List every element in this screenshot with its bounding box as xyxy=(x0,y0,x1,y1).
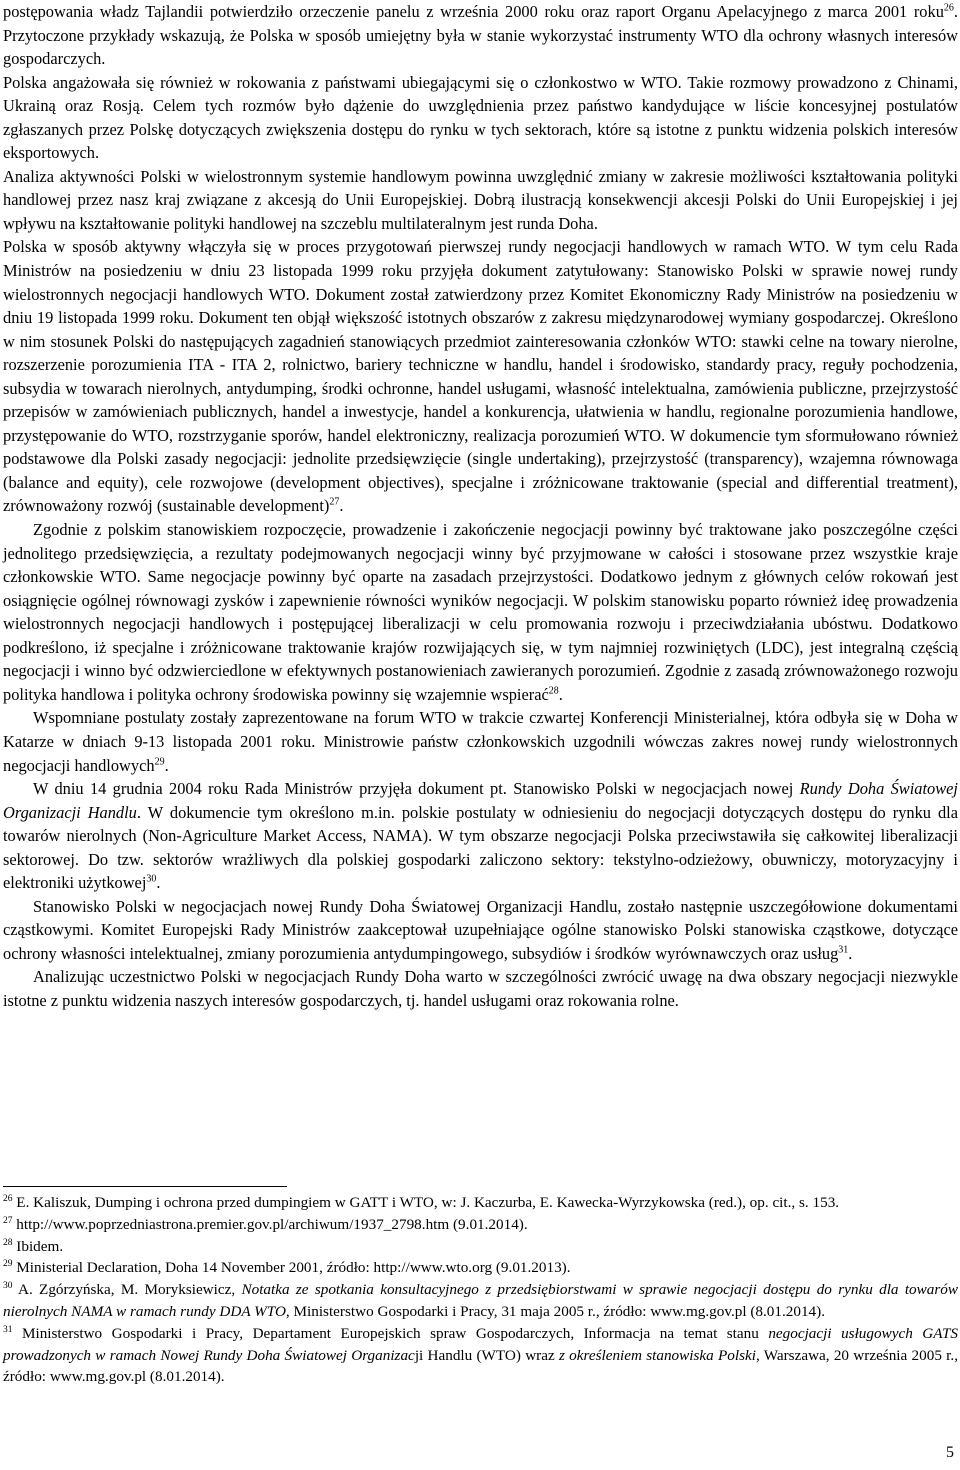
footnote-italic-title: Notatka ze spotkania konsultacyjnego z przedsiębiorstwami w sprawie negocjacji dostępu do rynku dla towarów nierolnych NAMA w ramach rundy DDA WTO xyxy=(3,1281,958,1320)
footnote-27 xyxy=(3,1214,958,1236)
body-text xyxy=(3,0,958,1013)
footnote-number: 29 xyxy=(3,1259,13,1270)
footnote-text-end: , Warszawa, 20 września 2005 r., źródło: www.mg.gov.pl (8.01.2014). xyxy=(3,1346,958,1386)
paragraph-5-text-cont: . xyxy=(558,684,563,704)
footnote-number: 28 xyxy=(3,1237,13,1248)
footnote-29 xyxy=(3,1257,958,1279)
footnote-ref-26[interactable]: 26 xyxy=(943,2,954,14)
paragraph-7-italic-title: Rundy Doha Światowej Organizacji Handlu xyxy=(3,779,958,822)
footnote-ref-31[interactable]: 31 xyxy=(838,944,849,956)
footnote-30 xyxy=(3,1279,958,1323)
paragraph-1-text-cont: . Przytoczone przykłady wskazują, że Polska w sposób umiejętny była w stanie wykorzystać instrumenty WTO dla ochrony własnych interesów gospodarczych. xyxy=(3,2,958,69)
paragraph-1-text: postępowania władz Tajlandii potwierdziło orzeczenie panelu z września 2000 roku oraz raport Organu Apelacyjnego z marca 2001 roku xyxy=(3,2,944,21)
footnote-number: 26 xyxy=(3,1193,13,1204)
footnote-28 xyxy=(3,1236,958,1258)
paragraph-4 xyxy=(3,235,958,518)
footnote-italic-title: negocjacji usługowych GATS prowadzonych w ramach Nowej Rundy Doha Światowej Organizac xyxy=(3,1324,958,1364)
footnote-text: E. Kaliszuk, Dumping i ochrona przed dumpingiem w GATT i WTO, w: J. Kaczurba, E. Kawecka-Wyrzykowska (red.), op. cit., s. 153. xyxy=(12,1194,840,1211)
paragraph-7-text: W dniu 14 grudnia 2004 roku Rada Ministrów przyjęła dokument pt. Stanowisko Polski w negocjacjach nowej xyxy=(33,779,800,799)
footnote-31 xyxy=(3,1323,958,1388)
paragraph-1 xyxy=(3,0,958,71)
paragraph-6-text: Wspomniane postulaty zostały zaprezentowane na forum WTO w trakcie czwartej Konferencji Ministerialnej, która odbyła się w Doha w Katarze w dniach 9-13 listopada 2001 roku. Ministrowie państw członkowskich uzgodnili wówczas zakres nowej rundy wielostronnych negocjacji handlowych xyxy=(3,708,958,775)
footnote-text: Ministerstwo Gospodarki i Pracy, Departament Europejskich spraw Gospodarczych, Informacja na temat stanu xyxy=(12,1324,769,1342)
paragraph-8-text-cont: . xyxy=(848,943,853,963)
paragraph-6 xyxy=(3,706,958,777)
footnote-text: Ministerial Declaration, Doha 14 November 2001, źródło: http://www.wto.org (9.01.2013). xyxy=(12,1259,571,1277)
paragraph-7 xyxy=(3,777,958,895)
paragraph-4-text-cont: . xyxy=(339,496,344,516)
paragraph-2-text: Polska angażowała się również w rokowania z państwami ubiegającymi się o członkostwo w WTO. Takie rozmowy prowadzono z Chinami, Ukrainą oraz Rosją. Celem tych rozmów było dążenie do uwzględnienia przez państwo kandydujące w liście koncesyjnej postulatów zgłaszanych przez Polskę dotyczących zwiększenia dostępu do rynku w tych sektorach, które są istotne z punktu widzenia polskich interesów eksportowych. xyxy=(3,72,958,163)
footnote-link[interactable]: http://www.poprzedniastrona.premier.gov.pl/archiwum/1937_2798.htm (9.01.2014). xyxy=(12,1215,528,1233)
footnote-text-cont: , Ministerstwo Gospodarki i Pracy, 31 maja 2005 r., źródło: www.mg.gov.pl (8.01.2014). xyxy=(285,1302,826,1320)
footnote-italic-title-2: z określeniem stanowiska Polski xyxy=(558,1346,756,1364)
footnote-text: Ibidem. xyxy=(12,1237,64,1255)
paragraph-4-text: Polska w sposób aktywny włączyła się w proces przygotowań pierwszej rundy negocjacji handlowych w ramach WTO. W tym celu Rada Ministrów na posiedzeniu w dniu 23 listopada 1999 roku przyjęła dokument zatytułowany: Stanowisko Polski w sprawie nowej rundy wielostronnych negocjacji handlowych WTO. Dokument został zatwierdzony przez Komitet Ekonomiczny Rady Ministrów na posiedzeniu w dniu 19 listopada 1999 roku. Dokument ten objął większość istotnych obszarów z zakresu międzynarodowej wymiany gospodarczej. Określono w nim stosunek Polski do następujących zagadnień stanowiących przedmiot zainteresowania członków WTO: stawki celne na towary nierolne, rozszerzenie porozumienia ITA - ITA 2, rolnictwo, bariery techniczne w handlu, handel i środowisko, standardy pracy, reguły pochodzenia, subsydia w towarach nierolnych, antydumping, środki ochronne, handel usługami, własność intelektualna, zamówienia publiczne, przejrzystość przepisów w zamówieniach publicznych, handel a inwestycje, handel a konkurencja, ułatwienia w handlu, regionalne porozumienia handlowe, przystępowanie do WTO, rozstrzyganie sporów, handel elektroniczny, realizacja porozumień WTO. W dokumencie tym sformułowano również podstawowe dla Polski zasady negocjacji: jednolite przedsięwzięcie (single undertaking), przejrzystość (transparency), wzajemna równowaga (balance and equity), cele rozwojowe (development objectives), specjalne i zróżnicowane traktowanie (special and differential treatment), zrównoważony rozwój (sustainable development) xyxy=(3,237,958,516)
footnote-ref-27[interactable]: 27 xyxy=(329,497,340,509)
footnote-number: 30 xyxy=(3,1281,13,1292)
footnote-ref-28[interactable]: 28 xyxy=(548,685,559,697)
footnotes xyxy=(3,1192,958,1388)
paragraph-8-text: Stanowisko Polski w negocjacjach nowej Rundy Doha Światowej Organizacji Handlu, zostało następnie uszczegółowione dokumentami cząstkowymi. Komitet Europejski Rady Ministrów zaakceptował uzupełniające ogólne stanowisko Polski stanowiska cząstkowe, dotyczące ochrony własności intelektualnej, zmiany porozumienia antydumpingowego, subsydiów i środków wyrównawczych oraz usług xyxy=(3,896,958,963)
paragraph-3 xyxy=(3,165,958,236)
footnote-number: 31 xyxy=(3,1324,13,1335)
footnote-ref-29[interactable]: 29 xyxy=(154,756,165,768)
footnote-separator xyxy=(3,1186,287,1187)
paragraph-2 xyxy=(3,71,958,165)
page-number: 5 xyxy=(946,1444,954,1461)
paragraph-5 xyxy=(3,518,958,706)
footnote-ref-30[interactable]: 30 xyxy=(146,873,157,885)
paragraph-7-text-cont: . W dokumencie tym określono m.in. polskie postulaty w odniesieniu do negocjacji dotyczących dostępu do rynku dla towarów nierolnych (Non-Agriculture Market Access, NAMA). W tym obszarze negocjacji Polska przeciwstawiła się całkowitej liberalizacji sektorowej. Do tzw. sektorów wrażliwych dla polskiej gospodarki zaliczono sektory: tekstylno-odzieżowy, obuwniczy, motoryzacyjny i elektroniki użytkowej xyxy=(3,802,958,893)
paragraph-5-text: Zgodnie z polskim stanowiskiem rozpoczęcie, prowadzenie i zakończenie negocjacji powinny być traktowane jako poszczególne części jednolitego przedsięwzięcia, a rezultaty podejmowanych negocjacji winny być przyjmowane w całości i stosowane przez wszystkie kraje członkowskie WTO. Same negocjacje powinny być oparte na zasadach przejrzystości. Dodatkowo jednym z głównych celów rokowań jest osiągnięcie ogólnej równowagi zysków i zapewnienie równości wyników negocjacji. W polskim stanowisku poparto również ideę prowadzenia wielostronnych negocjacji handlowych i postępującej liberalizacji w celu promowania rozwoju i przeciwdziałania ubóstwu. Dodatkowo podkreślono, iż specjalne i zróżnicowane traktowanie krajów rozwijających się, w tym najmniej rozwiniętych (LDC), jest integralną częścią negocjacji i winno być odzwierciedlone w efektywnych postanowieniach zawieranych porozumień. Zgodnie z zasadą zrównoważonego rozwoju polityka handlowa i polityka ochrony środowiska powinny się wzajemnie wspierać xyxy=(3,520,958,704)
paragraph-8 xyxy=(3,895,958,966)
footnote-number: 27 xyxy=(3,1215,13,1226)
footnote-text-cont: ji Handlu (WTO) wraz xyxy=(414,1346,559,1364)
footnote-text: A. Zgórzyńska, M. Moryksiewicz, xyxy=(12,1281,242,1299)
paragraph-7-text-end: . xyxy=(156,873,161,893)
paragraph-6-text-cont: . xyxy=(164,755,169,775)
footnote-26 xyxy=(3,1192,958,1214)
paragraph-9 xyxy=(3,965,958,1012)
paragraph-9-text: Analizując uczestnictwo Polski w negocjacjach Rundy Doha warto w szczególności zwrócić uwagę na dwa obszary negocjacji niezwykle istotne z punktu widzenia naszych interesów gospodarczych, tj. handel usługami oraz rokowania rolne. xyxy=(3,967,958,1010)
paragraph-3-text: Analiza aktywności Polski w wielostronnym systemie handlowym powinna uwzględnić zmiany w zakresie możliwości kształtowania polityki handlowej przez nasz kraj związane z akcesją do Unii Europejskiej. Dobrą ilustracją konsekwencji akcesji Polski do Unii Europejskiej i jej wpływu na kształtowanie polityki handlowej na szczeblu multilateralnym jest runda Doha. xyxy=(3,166,958,233)
